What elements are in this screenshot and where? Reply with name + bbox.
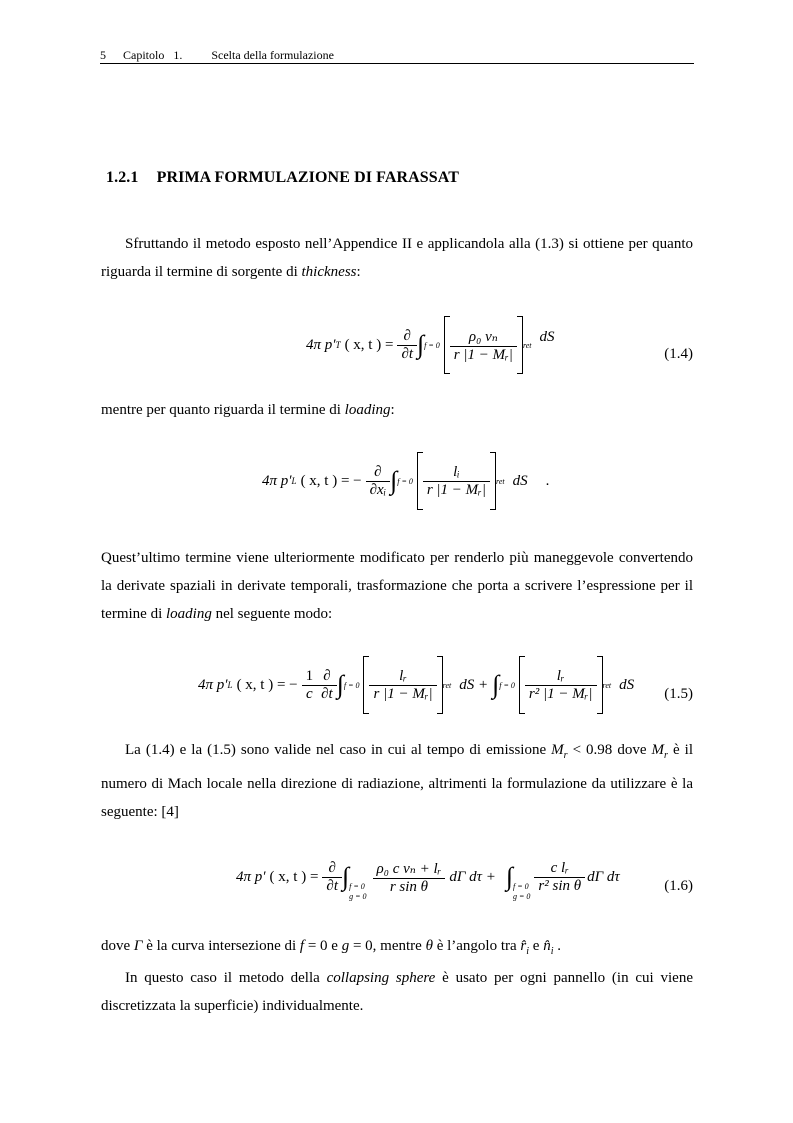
eq-lhs: 4π p′ [236, 868, 266, 885]
eq-operator [397, 328, 417, 363]
page-number: 5 [100, 48, 106, 62]
integral-sub: f = 0 [513, 882, 529, 891]
eq-tail: . [545, 472, 550, 489]
chapter-number: 1. [173, 48, 183, 62]
integral-sign: ∫ [390, 466, 398, 495]
op-num: ∂ [317, 668, 337, 686]
op-num: ∂ [397, 328, 417, 346]
frac-num: ρ₀ vₙ [450, 327, 517, 347]
math-sub: i [526, 946, 530, 957]
math-var: M [551, 742, 564, 758]
emphasis: loading [344, 402, 391, 418]
paragraph-6 [101, 964, 693, 1020]
frac-num: c lᵣ [534, 860, 585, 878]
equation-label-1-4: (1.4) [664, 346, 693, 362]
paragraph-text: è l’angolo tra [432, 938, 521, 954]
paragraph-5 [101, 932, 693, 966]
integral-limits [349, 882, 366, 902]
integral-sub: g = 0 [349, 892, 367, 901]
equation-1-6 [236, 852, 620, 902]
paragraph-text: è la curva intersezione di [142, 938, 300, 954]
paragraph-text: è il numero di Mach locale nella direzione di radiazione, altrimenti la formulazione da utilizzare è la seguente: [4] [101, 742, 693, 820]
integral-sub: f = 0 [424, 340, 440, 350]
math-var: f [299, 938, 305, 954]
equation-1-5 [198, 656, 634, 714]
paragraph-text: = 0 e [304, 938, 342, 954]
eq-operator [366, 464, 390, 499]
integral-sub: f = 0 [397, 476, 413, 486]
paragraph-text: e [529, 938, 544, 954]
frac-den: r |1 − Mᵣ| [453, 346, 513, 363]
eq-ds: dS [619, 676, 635, 693]
eq-operator [317, 668, 337, 703]
math-sub: i [550, 946, 554, 957]
eq-fraction [369, 668, 436, 703]
paragraph-text: . [553, 938, 561, 954]
integral-sign: ∫ [492, 670, 500, 699]
integral-limits [513, 882, 530, 902]
paragraph-2 [101, 396, 693, 424]
paragraph-text: : [390, 402, 395, 418]
frac-num: lᵣ [525, 668, 597, 686]
emphasis: collapsing sphere [326, 970, 436, 986]
emphasis: loading [165, 606, 212, 622]
eq-lhs: 4π p′ [262, 472, 292, 489]
eq-fraction [423, 464, 490, 499]
paragraph-text: = 0, mentre [349, 938, 426, 954]
eq-fraction [373, 859, 446, 896]
eq-mid: dΓ dτ + [449, 868, 496, 885]
frac-den: r |1 − Mᵣ| [373, 685, 433, 702]
paragraph-4 [101, 736, 693, 826]
op-num: ∂ [322, 860, 342, 878]
paragraph-1 [101, 230, 693, 286]
eq-args: ( x, t ) = − [300, 472, 362, 489]
eq-coefficient [302, 668, 318, 703]
eq-args: ( x, t ) = − [236, 676, 298, 693]
section-heading [106, 169, 459, 187]
equation-1-4 [306, 316, 555, 374]
integral-sub: f = 0 [343, 680, 360, 690]
ret-sub: ret [522, 340, 532, 350]
ret-sub: ret [496, 476, 505, 486]
section-number: 1.2.1 [106, 169, 139, 186]
chapter-title: Scelta della formulazione [211, 48, 334, 62]
op-den: ∂t [326, 877, 339, 894]
eq-args: ( x, t ) = [269, 868, 319, 885]
eq-ds: dS [539, 328, 555, 345]
frac-num: lᵢ [423, 464, 490, 482]
eq-lhs: 4π p′ [306, 336, 336, 353]
paragraph-text: mentre per quanto riguarda il termine di [101, 402, 345, 418]
frac-den: r² |1 − Mᵣ| [528, 685, 593, 702]
math-var: M [651, 742, 665, 758]
eq-ds: dS + [459, 676, 489, 693]
eq-fraction [450, 327, 517, 364]
math-var: n̂ [543, 938, 551, 954]
ret-sub: ret [442, 680, 452, 690]
equation-label-1-5: (1.5) [664, 686, 693, 702]
chapter-label: Capitolo [123, 48, 165, 62]
math-sub: r [563, 750, 568, 761]
equation-label-1-6: (1.6) [664, 878, 693, 894]
paragraph-text: La (1.4) e la (1.5) sono valide nel caso in cui al tempo di emissione [125, 742, 552, 758]
emphasis: thickness [301, 264, 357, 280]
coef-num: 1 [302, 668, 318, 686]
op-num: ∂ [366, 464, 390, 482]
frac-num: lᵣ [369, 668, 436, 686]
eq-args: ( x, t ) = [344, 336, 394, 353]
frac-den: r sin θ [389, 878, 429, 895]
math-sub: r [664, 750, 668, 761]
paragraph-text: : [356, 264, 361, 280]
running-header [100, 48, 694, 62]
paragraph-3 [101, 544, 693, 628]
integral-sign: ∫ [336, 670, 344, 699]
paragraph-text: nel seguente modo: [211, 606, 333, 622]
integral-sign: ∫ [417, 330, 425, 359]
math-var: g [341, 938, 350, 954]
eq-tail: dΓ dτ [587, 868, 620, 885]
math-var: θ [425, 938, 433, 954]
integral-sub: f = 0 [499, 680, 515, 690]
eq-operator [322, 860, 342, 895]
frac-num: ρ₀ c vₙ + lᵣ [373, 859, 446, 879]
eq-fraction [534, 860, 585, 895]
integral-sign: ∫ [342, 862, 350, 891]
op-den: ∂xᵢ [369, 481, 387, 498]
ret-sub: ret [602, 680, 612, 690]
eq-lhs-sub: L [227, 680, 233, 690]
equation-loading [262, 452, 549, 510]
coef-den: c [306, 685, 313, 702]
eq-lhs-sub: T [335, 340, 341, 350]
math-var: Γ [133, 938, 143, 954]
op-den: ∂t [321, 685, 333, 702]
paragraph-text: è usato per ogni pannello (in cui viene discretizzata la superficie) individualmente. [101, 970, 693, 1014]
frac-den: r² sin θ [538, 877, 582, 894]
eq-lhs-sub: L [291, 476, 297, 486]
paragraph-text: Quest’ultimo termine viene ulteriormente modificato per renderlo più maneggevole convertendo la derivate spaziali in derivate temporali, trasformazione che porta a scrivere l’espressione per il termine di [101, 550, 693, 622]
integral-sub: g = 0 [513, 892, 531, 901]
paragraph-text: Sfruttando il metodo esposto nell’Appendice II e applicandola alla (1.3) si ottiene per quanto riguarda il termine di sorgente di [101, 236, 693, 280]
paragraph-text: < 0.98 dove [567, 742, 652, 758]
paragraph-text: In questo caso il metodo della [125, 970, 327, 986]
header-rule [100, 63, 694, 64]
section-title: PRIMA FORMULAZIONE DI FARASSAT [156, 169, 460, 186]
eq-ds: dS [512, 472, 528, 489]
op-den: ∂t [401, 345, 414, 362]
eq-fraction [525, 668, 597, 703]
integral-sign: ∫ [505, 862, 513, 891]
frac-den: r |1 − Mᵣ| [426, 481, 486, 498]
math-var: r̂ [520, 938, 527, 954]
eq-lhs: 4π p′ [198, 676, 228, 693]
integral-sub: f = 0 [349, 882, 365, 891]
paragraph-text: dove [101, 938, 134, 954]
